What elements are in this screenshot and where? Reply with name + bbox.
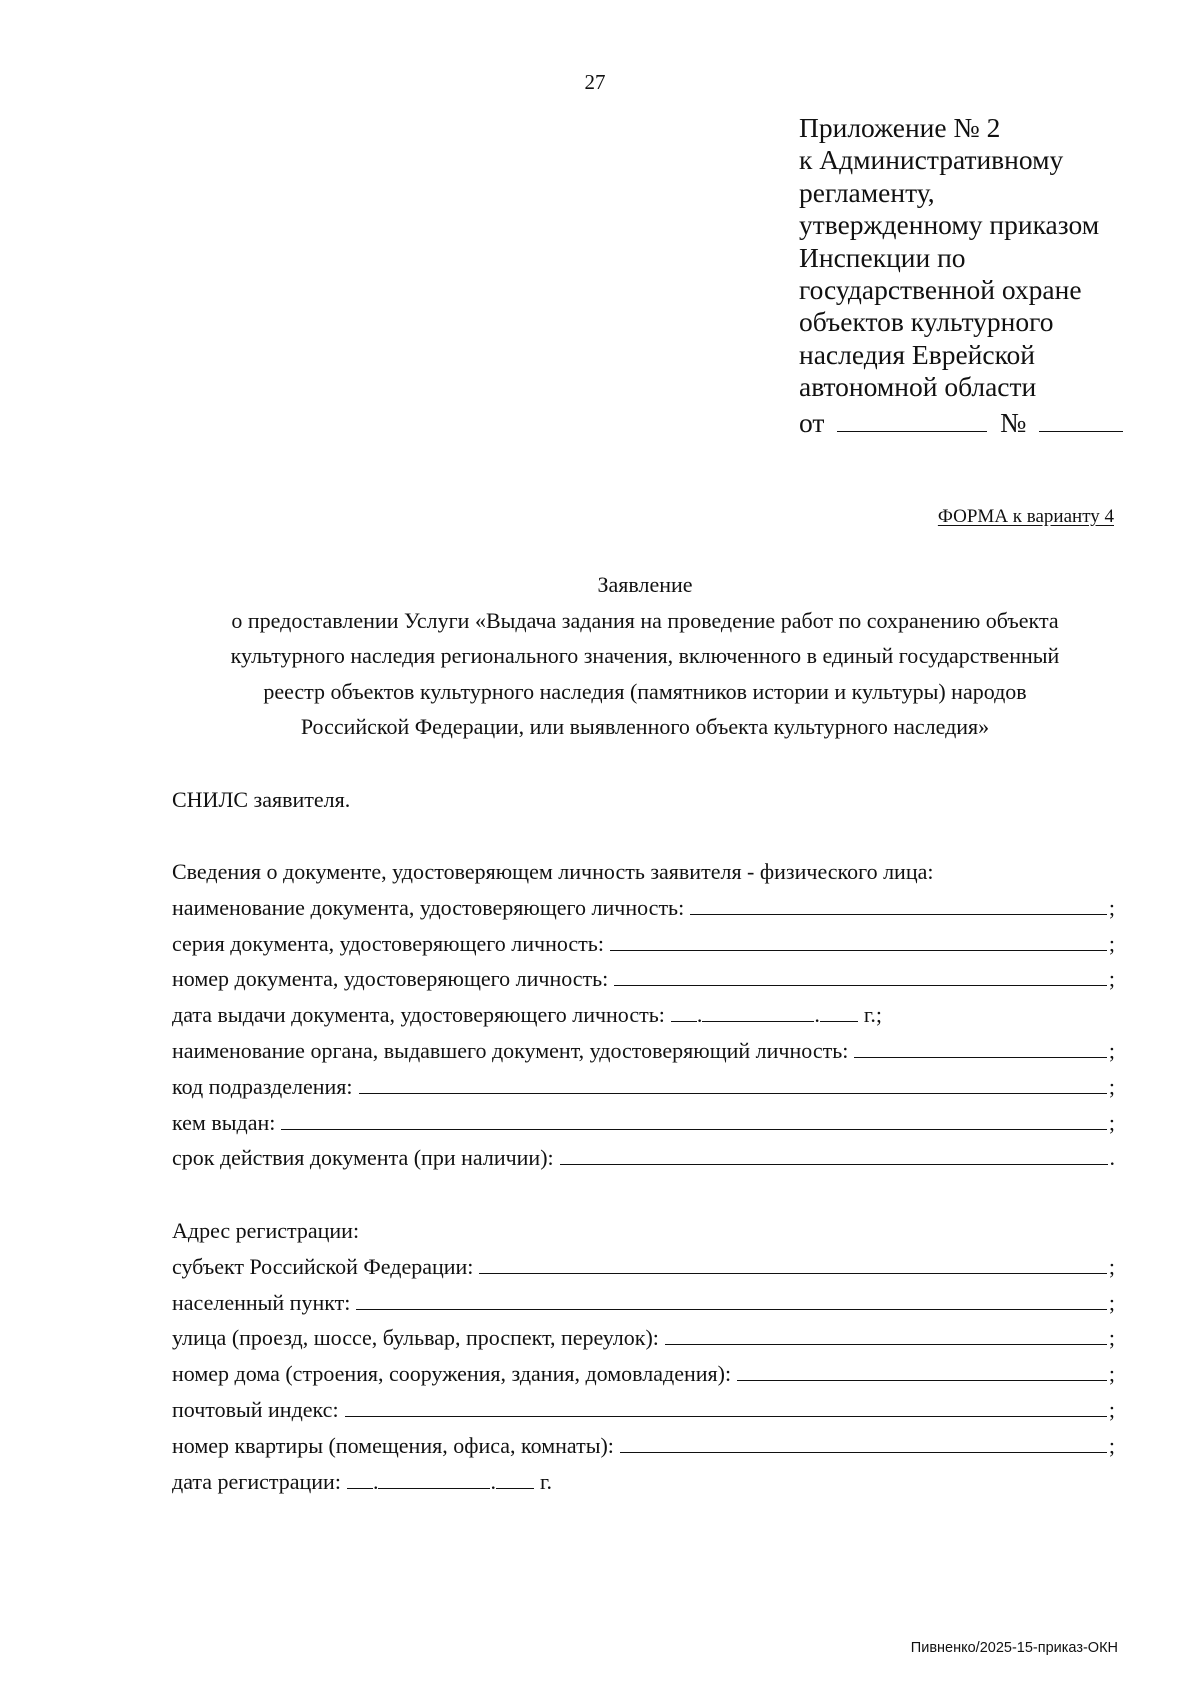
semicolon: ; (1108, 1396, 1115, 1422)
year-suffix: г.; (863, 1002, 883, 1028)
postal-code-input[interactable] (345, 1394, 1107, 1417)
issuer-name-field-row (172, 1033, 1115, 1069)
appendix-line: к Административному (799, 144, 1064, 176)
date-blank-field[interactable] (837, 404, 987, 432)
street-field-row (172, 1320, 1115, 1356)
appendix-line: утвержденному приказом (799, 209, 1100, 241)
reg-day-input[interactable] (347, 1468, 373, 1489)
issue-month-input[interactable] (702, 1001, 814, 1022)
validity-input[interactable] (560, 1142, 1108, 1165)
title-line: реестр объектов культурного наследия (памятников истории и культуры) народов (263, 678, 1027, 704)
semicolon: ; (1108, 1109, 1115, 1135)
appendix-line: государственной охране (799, 274, 1082, 306)
locality-input[interactable] (356, 1287, 1107, 1310)
issue-date-field-row (172, 997, 1115, 1033)
validity-field-row (172, 1140, 1115, 1176)
title-line: Российской Федерации, или выявленного объекта культурного наследия» (300, 714, 990, 739)
dept-code-input[interactable] (359, 1071, 1107, 1094)
appendix-line: автономной области (799, 371, 1037, 403)
issuer-name-label: наименование органа, выдавшего документ, удостоверяющий личность: (172, 1037, 849, 1063)
snils-label: СНИЛС заявителя. (172, 787, 351, 812)
reg-date-label: дата регистрации: (172, 1468, 341, 1494)
locality-label: населенный пункт: (172, 1289, 351, 1315)
issued-by-field-row (172, 1105, 1115, 1141)
issued-by-input[interactable] (281, 1107, 1107, 1130)
snils-section (172, 782, 1115, 818)
reg-month-input[interactable] (378, 1468, 490, 1489)
street-label: улица (проезд, шоссе, бульвар, проспект, переулок): (172, 1325, 659, 1351)
number-blank-field[interactable] (1039, 404, 1123, 432)
doc-name-label: наименование документа, удостоверяющего личность: (172, 894, 685, 920)
year-suffix: г. (539, 1468, 552, 1494)
title-line: культурного наследия регионального значения, включенного в единый государственный (230, 643, 1060, 668)
validity-label: срок действия документа (при наличии): (172, 1145, 554, 1171)
region-field-row (172, 1249, 1115, 1285)
date-dot: . (814, 1002, 820, 1028)
issuer-name-input[interactable] (854, 1035, 1107, 1058)
house-label: номер дома (строения, сооружения, здания, домовладения): (172, 1361, 732, 1387)
issue-year-input[interactable] (820, 1001, 858, 1022)
appendix-line: объектов культурного (799, 306, 1054, 338)
semicolon: ; (1108, 1432, 1115, 1458)
appendix-line: Инспекции по (799, 241, 966, 273)
semicolon: ; (1108, 966, 1115, 992)
issue-day-input[interactable] (671, 1001, 697, 1022)
date-dot: . (490, 1468, 496, 1494)
street-input[interactable] (665, 1322, 1107, 1345)
semicolon: ; (1108, 1037, 1115, 1063)
date-dot: . (372, 1468, 379, 1494)
dept-code-field-row (172, 1069, 1115, 1105)
number-field-row (172, 961, 1115, 997)
identity-document-section (172, 854, 1115, 1176)
appendix-line: наследия Еврейской (799, 338, 1036, 370)
appendix-line: регламенту, (799, 176, 935, 208)
from-label: от (799, 406, 825, 438)
semicolon: ; (1108, 894, 1115, 920)
semicolon: ; (1108, 1289, 1115, 1315)
reg-date-field-row (172, 1464, 1115, 1500)
series-label: серия документа, удостоверяющего личность: (172, 930, 604, 956)
series-field-row (172, 926, 1115, 962)
semicolon: ; (1108, 1325, 1115, 1351)
postal-code-label: почтовый индекс: (172, 1396, 339, 1422)
application-title (0, 567, 1200, 745)
registration-address-section (172, 1213, 1115, 1499)
appendix-date-number-line (799, 404, 1123, 439)
form-variant-label: ФОРМА к варианту 4 (937, 506, 1114, 527)
series-input[interactable] (610, 928, 1107, 951)
number-label: № (1000, 406, 1027, 438)
appendix-line: Приложение № 2 (799, 112, 1001, 143)
issued-by-label: кем выдан: (172, 1109, 276, 1135)
reg-year-input[interactable] (496, 1468, 534, 1489)
dept-code-label: код подразделения: (172, 1073, 353, 1099)
region-input[interactable] (479, 1251, 1106, 1274)
semicolon: ; (1108, 1253, 1115, 1279)
document-footer-code: Пивненко/2025-15-приказ-ОКН (910, 1640, 1118, 1656)
issue-date-label: дата выдачи документа, удостоверяющего личность: (172, 1002, 665, 1028)
apartment-field-row (172, 1428, 1115, 1464)
doc-number-input[interactable] (614, 963, 1107, 986)
doc-number-label: номер документа, удостоверяющего личность: (172, 966, 609, 992)
doc-name-field-row (172, 890, 1115, 926)
apartment-label: номер квартиры (помещения, офиса, комнаты): (172, 1432, 614, 1458)
page-number: 27 (584, 70, 606, 94)
house-field-row (172, 1356, 1115, 1392)
apartment-input[interactable] (620, 1430, 1107, 1453)
locality-field-row (172, 1285, 1115, 1321)
registration-heading: Адрес регистрации: (172, 1218, 360, 1243)
semicolon: ; (1108, 930, 1115, 956)
identity-heading: Сведения о документе, удостоверяющем личность заявителя - физического лица: (172, 859, 934, 884)
period: . (1109, 1145, 1115, 1171)
date-dot: . (696, 1002, 703, 1028)
title-line: о предоставлении Услуги «Выдача задания на проведение работ по сохранению объекта (231, 607, 1059, 633)
appendix-header (799, 112, 1123, 439)
region-label: субъект Российской Федерации: (172, 1253, 474, 1279)
postal-code-field-row (172, 1392, 1115, 1428)
semicolon: ; (1108, 1361, 1115, 1387)
title-heading: Заявление (597, 572, 693, 597)
house-input[interactable] (737, 1358, 1107, 1381)
semicolon: ; (1108, 1073, 1115, 1099)
doc-name-input[interactable] (690, 892, 1107, 915)
